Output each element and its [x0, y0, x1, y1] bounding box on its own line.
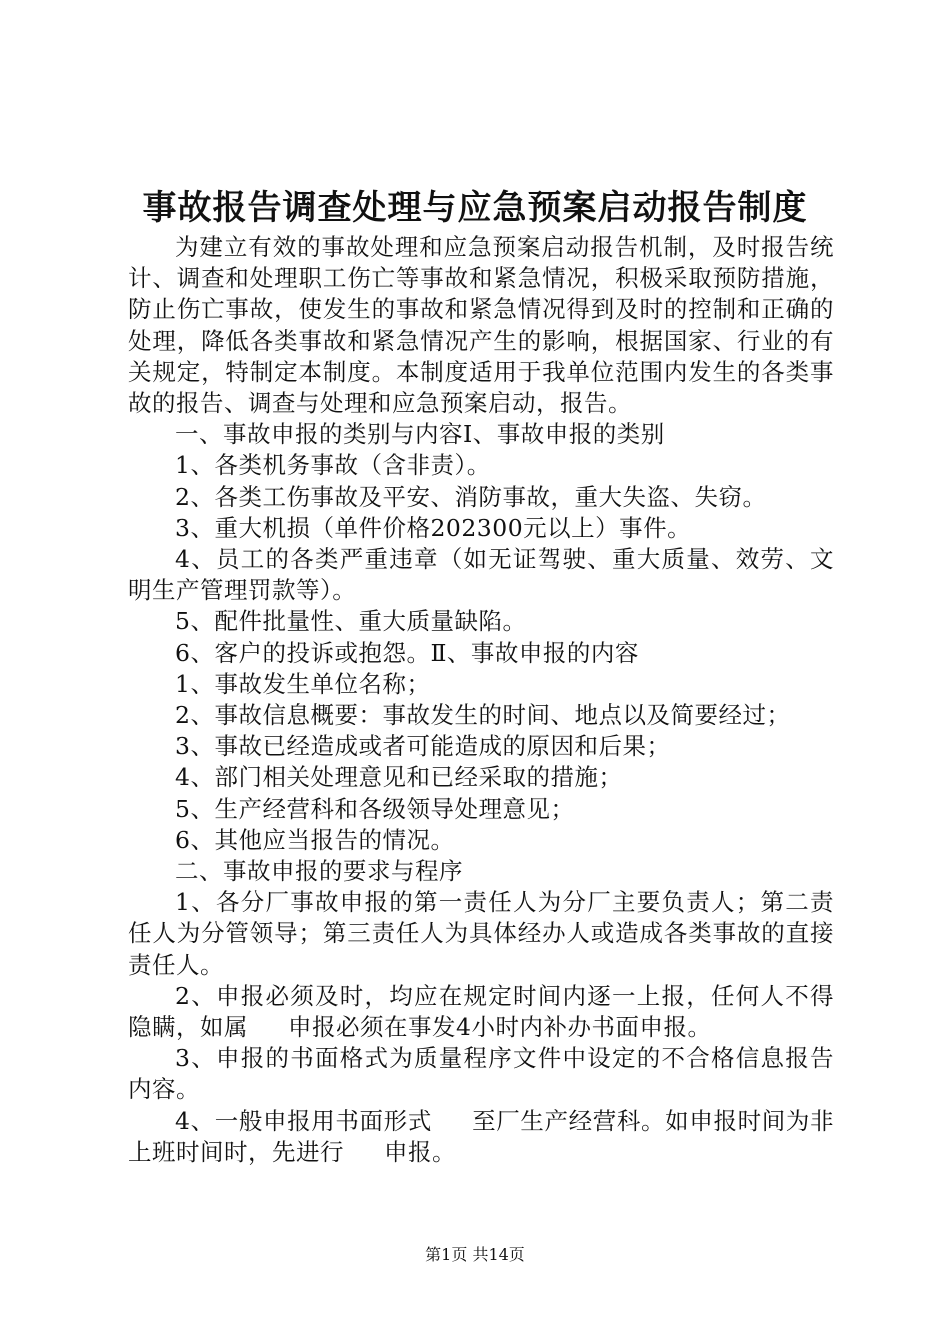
list-item: 1、事故发生单位名称；	[175, 669, 431, 698]
list-item: 6、其他应当报告的情况。	[175, 825, 455, 854]
list-item: 6、客户的投诉或抱怨。Ⅱ、事故申报的内容	[175, 638, 639, 667]
list-item: 2、各类工伤事故及平安、消防事故，重大失盗、失窃。	[175, 482, 767, 511]
section-1-heading: 一、事故申报的类别与内容Ⅰ、事故申报的类别	[175, 420, 665, 449]
document-title: 事故报告调查处理与应急预案启动报告制度	[142, 188, 808, 228]
list-item: 3、重大机损（单件价格202300元以上）事件。	[175, 513, 692, 542]
list-item: 2、事故信息概要：事故发生的时间、地点以及简要经过；	[175, 701, 791, 730]
text-run: 2、申报必须及时，均应在规定时间内逐一上报，任何人不得隐瞒，如属	[128, 981, 834, 1042]
text-run: 4、一般申报用书面形式	[175, 1106, 432, 1135]
list-item	[128, 1106, 834, 1168]
list-item: 1、各类机务事故（含非责）。	[175, 451, 491, 480]
list-item: 1、各分厂事故申报的第一责任人为分厂主要负责人；第二责任人为分管领导；第三责任人为具体经办人或造成各类事故的直接责任人。	[128, 888, 834, 979]
list-item: 3、申报的书面格式为质量程序文件中设定的不合格信息报告内容。	[128, 1044, 834, 1104]
list-item: 4、部门相关处理意见和已经采取的措施；	[175, 763, 623, 792]
section-2-heading: 二、事故申报的要求与程序	[175, 857, 463, 886]
page-footer: 第1页 共14页	[425, 1245, 525, 1264]
intro-paragraph: 为建立有效的事故处理和应急预案启动报告机制，及时报告统计、调查和处理职工伤亡等事故和紧急情况，积极采取预防措施，防止伤亡事故，使发生的事故和紧急情况得到及时的控制和正确的处理，降低各类事故和紧急情况产生的影响，根据国家、行业的有关规定，特制定本制度。本制度适用于我单位范围内发生的各类事故的报告、调查与处理和应急预案启动，报告。	[128, 233, 834, 418]
document-body	[128, 232, 834, 1168]
list-item	[128, 981, 834, 1043]
text-run: 至厂生产经营科。如申报时间为非上班时间时，先进行	[128, 1106, 834, 1166]
text-run: 申报必须在事发4小时内补办书面申报。	[288, 1013, 712, 1042]
list-item: 5、配件批量性、重大质量缺陷。	[175, 607, 527, 636]
list-item: 4、员工的各类严重违章（如无证驾驶、重大质量、效劳、文明生产管理罚款等）。	[128, 545, 834, 605]
text-run: 申报。	[384, 1137, 456, 1166]
list-item: 5、生产经营科和各级领导处理意见；	[175, 794, 575, 823]
list-item: 3、事故已经造成或者可能造成的原因和后果；	[175, 732, 671, 761]
